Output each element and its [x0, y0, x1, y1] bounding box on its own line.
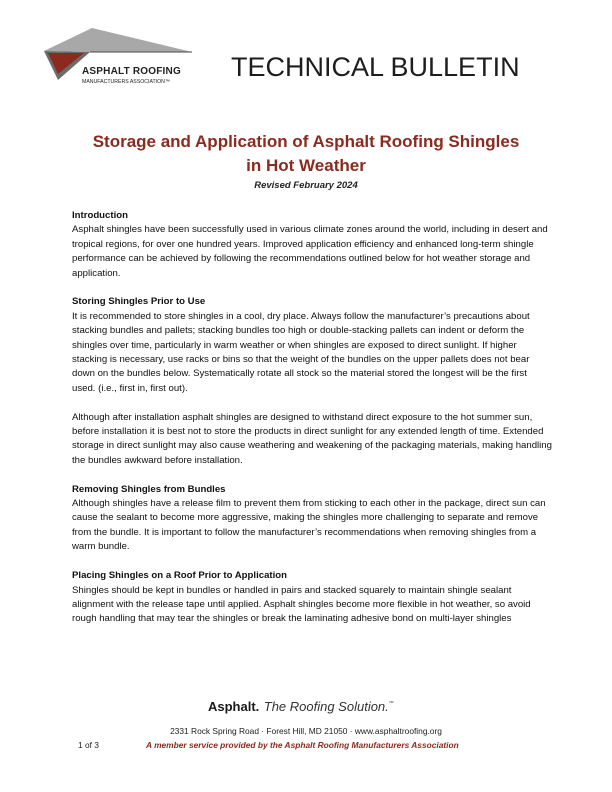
- storing-heading: Storing Shingles Prior to Use: [72, 296, 206, 308]
- revision-date: Revised February 2024: [254, 180, 358, 191]
- bulletin-body: [72, 209, 552, 627]
- placing-heading: Placing Shingles on a Roof Prior to Application: [72, 570, 287, 582]
- introduction-heading: Introduction: [72, 210, 128, 221]
- document-title-line1: Storage and Application of Asphalt Roofing Shingles: [92, 132, 520, 151]
- page-number: 1 of 3: [78, 740, 99, 750]
- storing-paragraph-2: Although after installation asphalt shingles are designed to withstand direct exposure to the hot summer sun, before installation it is best not to store the products in direct sunlight for any extended length of time. Extended storage in direct sunlight may also cause weathering and weakening of the packaging materials, making handling the bundles awkward before installation.: [72, 411, 552, 466]
- document-title-line2: in Hot Weather: [246, 156, 366, 175]
- removing-heading: Removing Shingles from Bundles: [72, 483, 226, 495]
- storing-paragraph-1: It is recommended to store shingles in a cool, dry place. Always follow the manufacturer’s precautions about stacking bundles and pallets; stacking bundles too high or double-stacking pallets can indent or deform the shingles over time, particularly in warm weather or when shingles are exposed to direct sunlight. If higher stacking is necessary, use racks or bins so that the weight of the bundles on the upper pallets does not bear down on the bundles below. Systematically rotate all stock so the material stored the longest will be the first used. (i.e., first in, first out).: [72, 310, 530, 394]
- member-service-note: A member service provided by the Asphalt Roofing Manufacturers Association: [146, 740, 459, 750]
- removing-paragraph: Although shingles have a release film to prevent them from sticking to each other in the package, direct sun can cause the sealant to become more aggressive, making the shingles more challenging to separate and remove from the bundle. It is important to follow the manufacturer’s recommendations when removing shingles from a warm bundle.: [72, 498, 546, 553]
- footer-address: 2331 Rock Spring Road · Forest Hill, MD 21050 · www.asphaltroofing.org: [170, 726, 442, 736]
- logo-text-line2: MANUFACTURERS ASSOCIATION™: [82, 79, 171, 85]
- logo-text-line1: ASPHALT ROOFING: [82, 66, 181, 77]
- tagline-trademark: ™: [388, 700, 394, 707]
- bulletin-heading: TECHNICAL BULLETIN: [231, 52, 520, 82]
- tagline-logo: [208, 698, 394, 716]
- introduction-paragraph: Asphalt shingles have been successfully used in various climate zones around the world, including in desert and tropical regions, for over one hundred years. Improved application efficiency and enhanced long-term shingle performance can be achieved by following the recommendations outlined below for hot weather storage and application.: [72, 224, 548, 279]
- placing-paragraph: Shingles should be kept in bundles or handled in pairs and stacked squarely to maintain shingle sealant alignment with the release tape until applied. Asphalt shingles become more flexible in hot weather, so avoid rough handling that may tear the shingles or break the laminating adhesive bond on multi-layer shingles: [72, 584, 531, 625]
- tagline-slogan: The Roofing Solution.: [263, 699, 389, 714]
- tagline-brand: Asphalt.: [208, 699, 260, 714]
- arma-logo: [44, 28, 196, 90]
